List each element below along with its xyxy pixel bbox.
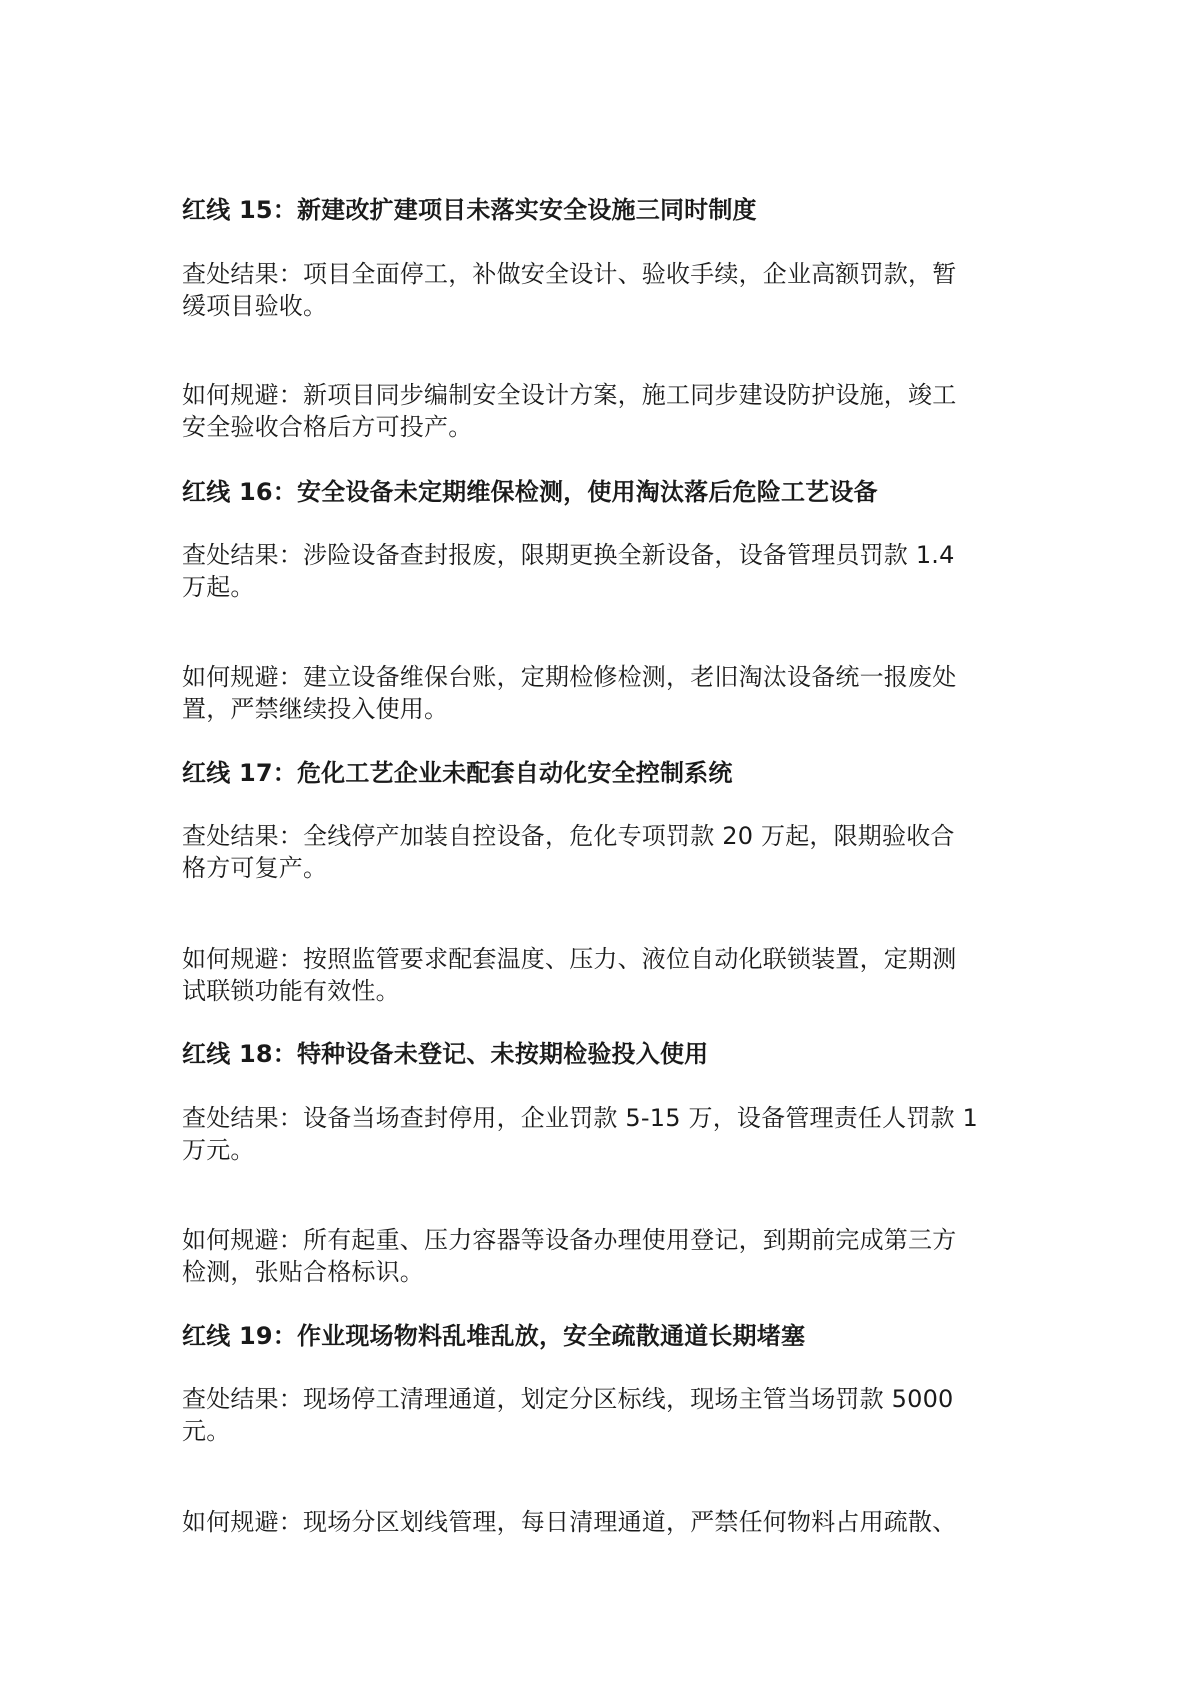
result-line: 查处结果：全线停产加装自控设备，危化专项罚款 20 万起，限期验收合 — [182, 822, 955, 850]
section-heading: 红线 18：特种设备未登记、未按期检验投入使用 — [182, 1040, 709, 1068]
section-heading: 红线 16：安全设备未定期维保检测，使用淘汰落后危险工艺设备 — [182, 478, 878, 506]
result-line: 查处结果：涉险设备查封报废，限期更换全新设备，设备管理员罚款 1.4 — [182, 541, 955, 569]
result-line: 查处结果：现场停工清理通道，划定分区标线，现场主管当场罚款 5000 — [182, 1385, 954, 1413]
result-line: 万元。 — [182, 1136, 255, 1164]
result-line: 元。 — [182, 1417, 231, 1445]
result-line: 查处结果：设备当场查封停用，企业罚款 5-15 万，设备管理责任人罚款 1 — [182, 1104, 979, 1132]
result-line: 查处结果：项目全面停工，补做安全设计、验收手续，企业高额罚款，暂 — [182, 260, 957, 288]
section-heading: 红线 15：新建改扩建项目未落实安全设施三同时制度 — [182, 196, 757, 224]
result-line: 格方可复产。 — [182, 854, 328, 882]
avoid-line: 如何规避：按照监管要求配套温度、压力、液位自动化联锁装置，定期测 — [182, 945, 957, 973]
section-heading: 红线 17：危化工艺企业未配套自动化安全控制系统 — [182, 759, 733, 787]
avoid-line: 置，严禁继续投入使用。 — [182, 695, 449, 723]
avoid-line: 如何规避：所有起重、压力容器等设备办理使用登记，到期前完成第三方 — [182, 1226, 957, 1254]
avoid-line: 安全验收合格后方可投产。 — [182, 413, 473, 441]
section-heading: 红线 19：作业现场物料乱堆乱放，安全疏散通道长期堵塞 — [182, 1322, 806, 1350]
avoid-line: 试联锁功能有效性。 — [182, 977, 400, 1005]
result-line: 缓项目验收。 — [182, 292, 328, 320]
avoid-line: 如何规避：新项目同步编制安全设计方案，施工同步建设防护设施，竣工 — [182, 381, 957, 409]
avoid-line: 如何规避：现场分区划线管理，每日清理通道，严禁任何物料占用疏散、 — [182, 1508, 957, 1536]
result-line: 万起。 — [182, 573, 255, 601]
avoid-line: 检测，张贴合格标识。 — [182, 1258, 424, 1286]
avoid-line: 如何规避：建立设备维保台账，定期检修检测，老旧淘汰设备统一报废处 — [182, 663, 957, 691]
